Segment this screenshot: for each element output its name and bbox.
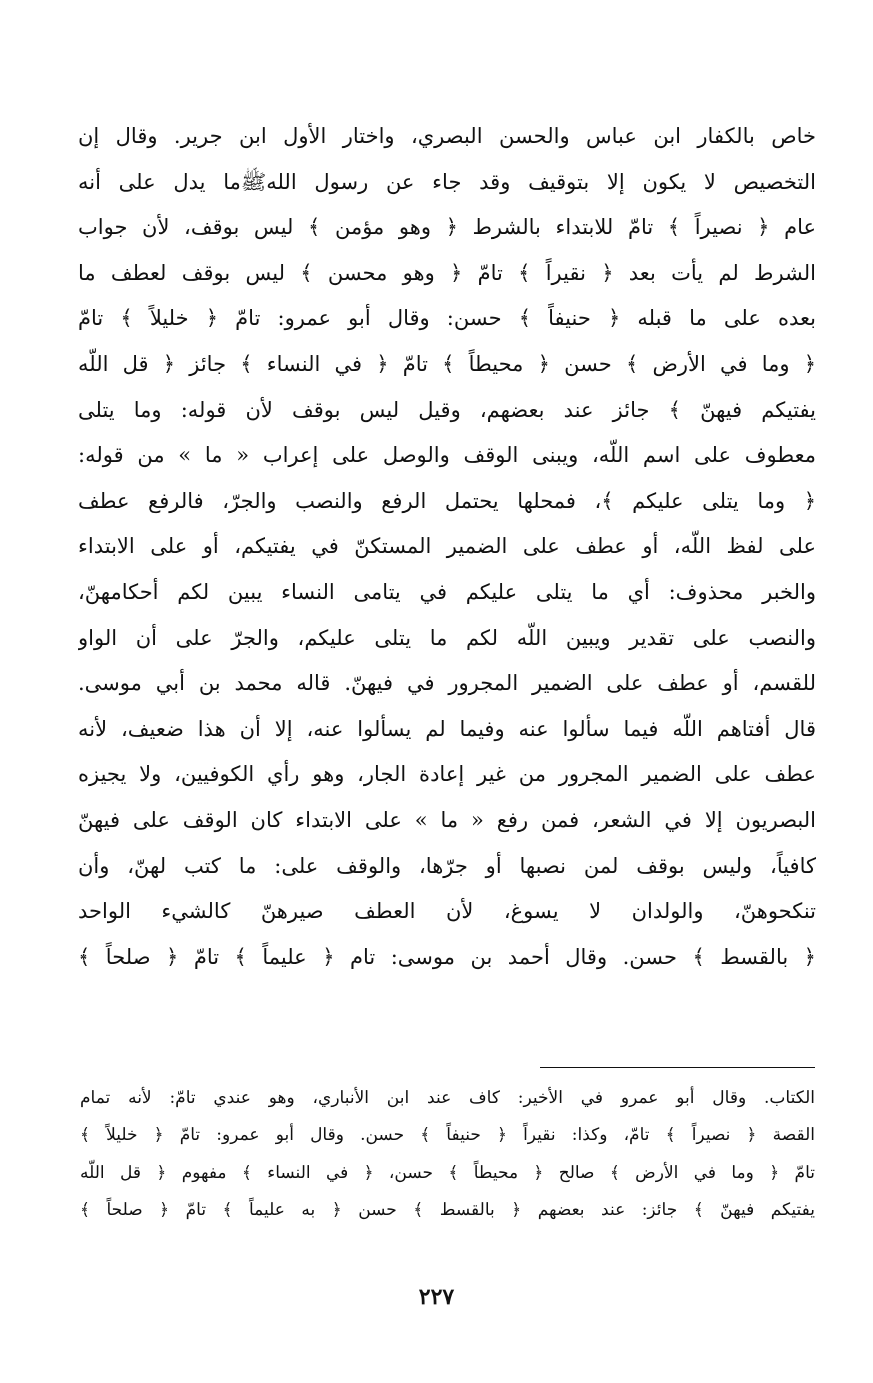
text-line: ﴿ وما في الأرض ﴾ حسن ﴿ محيطاً ﴾ تامّ ﴿ في النساء ﴾ جائز ﴿ قل اللّه xyxy=(78,351,816,376)
footnote-line: الكتاب. وقال أبو عمرو في الأخير: كاف عند ابن الأنباري، وهو عندي تامّ: لأنه تمام xyxy=(80,1088,815,1108)
text-line: عطف على الضمير المجرور من غير إعادة الجار، وهو رأي الكوفيين، ولا يجيزه xyxy=(78,762,816,787)
text-line: يفتيكم فيهنّ ﴾ جائز عند بعضهم، وقيل ليس بوقف لأن قوله: وما يتلى xyxy=(78,397,816,422)
text-line: تنكحوهنّ، والولدان لا يسوغ، لأن العطف صيرهنّ كالشيء الواحد xyxy=(78,899,816,924)
footnote-line: القصة ﴿ نصيراً ﴾ تامّ، وكذا: نقيراً ﴿ حنيفاً ﴾ حسن. وقال أبو عمرو: تامّ ﴿ خليلاً ﴾ xyxy=(80,1125,815,1146)
footnote-line: تامّ ﴿ وما في الأرض ﴾ صالح ﴿ محيطاً ﴾ حسن، ﴿ في النساء ﴾ مفهوم ﴿ قل اللّه xyxy=(80,1162,815,1183)
page-number: ٢٢٧ xyxy=(418,1284,455,1310)
text-line: قال أفتاهم اللّه فيما سألوا عنه وفيما لم يسألوا عنه، إلا أن هذا ضعيف، لأنه xyxy=(78,716,816,741)
footnote-block xyxy=(80,1080,815,1230)
text-line: ﴿ وما يتلى عليكم ﴾، فمحلها يحتمل الرفع والنصب والجرّ، فالرفع عطف xyxy=(78,488,816,513)
text-line: خاص بالكفار ابن عباس والحسن البصري، واختار الأول ابن جرير. وقال إن xyxy=(78,124,816,148)
text-line: والخبر محذوف: أي ما يتلى عليكم في يتامى النساء يبين لكم أحكامهنّ، xyxy=(78,579,816,604)
text-line: التخصيص لا يكون إلا بتوقيف وقد جاء عن رسول اللهﷺما يدل على أنه xyxy=(78,169,816,194)
main-text-block xyxy=(78,114,816,980)
text-line: ﴿ بالقسط ﴾ حسن. وقال أحمد بن موسى: تام ﴿ عليماً ﴾ تامّ ﴿ صلحاً ﴾ xyxy=(78,944,816,969)
text-line: للقسم، أو عطف على الضمير المجرور في فيهنّ. قاله محمد بن أبي موسى. xyxy=(78,671,816,696)
text-line: بعده على ما قبله ﴿ حنيفاً ﴾ حسن: وقال أبو عمرو: تامّ ﴿ خليلاً ﴾ تامّ xyxy=(78,306,816,331)
text-line: الشرط لم يأت بعد ﴿ نقيراً ﴾ تامّ ﴿ وهو محسن ﴾ ليس بوقف لعطف ما xyxy=(78,260,816,285)
text-line: معطوف على اسم اللّه، ويبنى الوقف والوصل على إعراب « ما » من قوله: xyxy=(78,443,816,468)
text-line: كافياً، وليس بوقف لمن نصبها أو جرّها، والوقف على: ما كتب لهنّ، وأن xyxy=(78,853,816,878)
text-line: عام ﴿ نصيراً ﴾ تامّ للابتداء بالشرط ﴿ وهو مؤمن ﴾ ليس بوقف، لأن جواب xyxy=(78,215,816,240)
text-line: والنصب على تقدير ويبين اللّه لكم ما يتلى عليكم، والجرّ على أن الواو xyxy=(78,625,816,650)
text-line: على لفظ اللّه، أو عطف على الضمير المستكنّ في يفتيكم، أو على الابتداء xyxy=(78,534,816,559)
footnote-divider xyxy=(540,1067,815,1068)
footnote-line: يفتيكم فيهنّ ﴾ جائز: عند بعضهم ﴿ بالقسط ﴾ حسن ﴿ به عليماً ﴾ تامّ ﴿ صلحاً ﴾ xyxy=(80,1200,815,1221)
text-line: البصريون إلا في الشعر، فمن رفع « ما » على الابتداء كان الوقف على فيهنّ xyxy=(78,807,816,832)
